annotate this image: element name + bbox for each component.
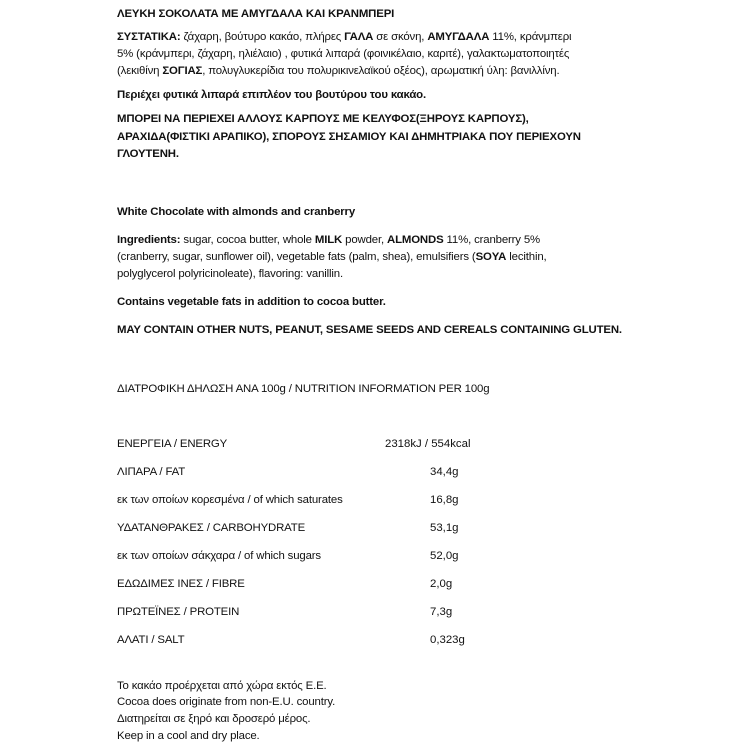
text: σε σκόνη, bbox=[373, 31, 428, 43]
nutrient-value: 16,8g bbox=[430, 494, 459, 506]
nutrient-label: εκ των οποίων κορεσμένα / of which saturates bbox=[117, 494, 343, 506]
english-ingredients-line bbox=[117, 250, 547, 264]
greek-ingredients-line bbox=[117, 64, 559, 78]
english-title: White Chocolate with almonds and cranberry bbox=[117, 206, 356, 218]
nutrition-heading: ΔΙΑΤΡΟΦΙΚΗ ΔΗΛΩΣΗ ΑΝΑ 100g / NUTRITION INFORMATION PER 100g bbox=[117, 383, 490, 395]
text: (λεκιθίνη bbox=[117, 65, 163, 77]
text: 11%, cranberry 5% bbox=[443, 234, 541, 246]
ingredients-label: ΣΥΣΤΑΤΙΚΑ: bbox=[117, 31, 181, 43]
nutrient-label: ΕΝΕΡΓΕΙΑ / ENERGY bbox=[117, 438, 228, 450]
english-ingredients-line bbox=[117, 233, 540, 247]
footer-line: Keep in a cool and dry place. bbox=[117, 730, 260, 742]
allergen: MILK bbox=[314, 234, 343, 246]
nutrient-label: ΥΔΑΤΑΝΘΡΑΚΕΣ / CARBOHYDRATE bbox=[117, 522, 306, 534]
greek-allergens-line: ΓΛΟΥΤΕΝΗ. bbox=[117, 148, 179, 160]
nutrient-label: ΕΔΩΔΙΜΕΣ ΙΝΕΣ / FIBRE bbox=[117, 578, 245, 590]
nutrient-label: ΛΙΠΑΡΑ / FAT bbox=[117, 466, 186, 478]
text: , πολυγλυκερίδια του πολυρικινελαϊκού οξέος), αρωματική ύλη: βανιλλίνη. bbox=[202, 65, 560, 77]
nutrient-value: 52,0g bbox=[430, 550, 459, 562]
greek-ingredients-line: 5% (κράνμπερι, ζάχαρη, ηλιέλαιο) , φυτικά λιπαρά (φοινικέλαιο, καριτέ), γαλακτωματοποιητές bbox=[117, 48, 570, 60]
nutrient-value: 0,323g bbox=[430, 634, 465, 646]
greek-allergens-line: ΑΡΑΧΙΔΑ(ΦΙΣΤΙΚΙ ΑΡΑΠΙΚΟ), ΣΠΟΡΟΥΣ ΣΗΣΑΜΙΟΥ ΚΑΙ ΔΗΜΗΤΡΙΑΚΑ ΠΟΥ ΠΕΡΙΕΧΟΥΝ bbox=[117, 131, 581, 143]
nutrient-value: 7,3g bbox=[430, 606, 453, 618]
allergen: ΓΑΛΑ bbox=[344, 31, 374, 43]
nutrient-value: 34,4g bbox=[430, 466, 459, 478]
footer-line: Cocoa does originate from non-E.U. country. bbox=[117, 696, 336, 708]
ingredients-label: Ingredients: bbox=[117, 234, 181, 246]
allergen: ΑΜΥΓΔΑΛΑ bbox=[427, 31, 490, 43]
nutrient-value: 53,1g bbox=[430, 522, 459, 534]
text: (cranberry, sugar, sunflower oil), vegetable fats (palm, shea), emulsifiers ( bbox=[117, 251, 476, 263]
text: powder, bbox=[342, 234, 387, 246]
text: sugar, cocoa butter, whole bbox=[180, 234, 315, 246]
nutrient-value: 2318kJ / 554kcal bbox=[385, 438, 471, 450]
nutrient-value: 2,0g bbox=[430, 578, 453, 590]
greek-title: ΛΕΥΚΗ ΣΟΚΟΛΑΤΑ ΜΕ ΑΜΥΓΔΑΛΑ ΚΑΙ ΚΡΑΝΜΠΕΡΙ bbox=[117, 8, 395, 20]
allergen: ΣΟΓΙΑΣ bbox=[162, 65, 203, 77]
text: ζάχαρη, βούτυρο κακάο, πλήρες bbox=[180, 31, 345, 43]
text: 11%, κράνμπερι bbox=[489, 31, 572, 43]
english-contains: Contains vegetable fats in addition to cocoa butter. bbox=[117, 296, 386, 308]
nutrient-label: ΠΡΩΤΕΪΝΕΣ / PROTEIN bbox=[117, 606, 240, 618]
text: lecithin, bbox=[506, 251, 547, 263]
footer-line: Το κακάο προέρχεται από χώρα εκτός Ε.Ε. bbox=[117, 680, 327, 692]
nutrient-label: ΑΛΑΤΙ / SALT bbox=[117, 634, 185, 646]
greek-ingredients-line bbox=[117, 30, 571, 44]
greek-allergens-line: ΜΠΟΡΕΙ ΝΑ ΠΕΡΙΕΧΕΙ ΑΛΛΟΥΣ ΚΑΡΠΟΥΣ ΜΕ ΚΕΛΥΦΟΣ(ΞΗΡΟΥΣ ΚΑΡΠΟΥΣ), bbox=[117, 113, 529, 125]
footer-line: Διατηρείται σε ξηρό και δροσερό μέρος. bbox=[117, 713, 311, 725]
greek-contains: Περιέχει φυτικά λιπαρά επιπλέον του βουτύρου του κακάο. bbox=[117, 89, 426, 101]
english-allergens: MAY CONTAIN OTHER NUTS, PEANUT, SESAME SEEDS AND CEREALS CONTAINING GLUTEN. bbox=[117, 324, 622, 336]
allergen: ALMONDS bbox=[387, 234, 444, 246]
allergen: SOYA bbox=[475, 251, 507, 263]
nutrient-label: εκ των οποίων σάκχαρα / of which sugars bbox=[117, 550, 321, 562]
english-ingredients-line: polyglycerol polyricinoleate), flavoring: vanillin. bbox=[117, 268, 343, 280]
